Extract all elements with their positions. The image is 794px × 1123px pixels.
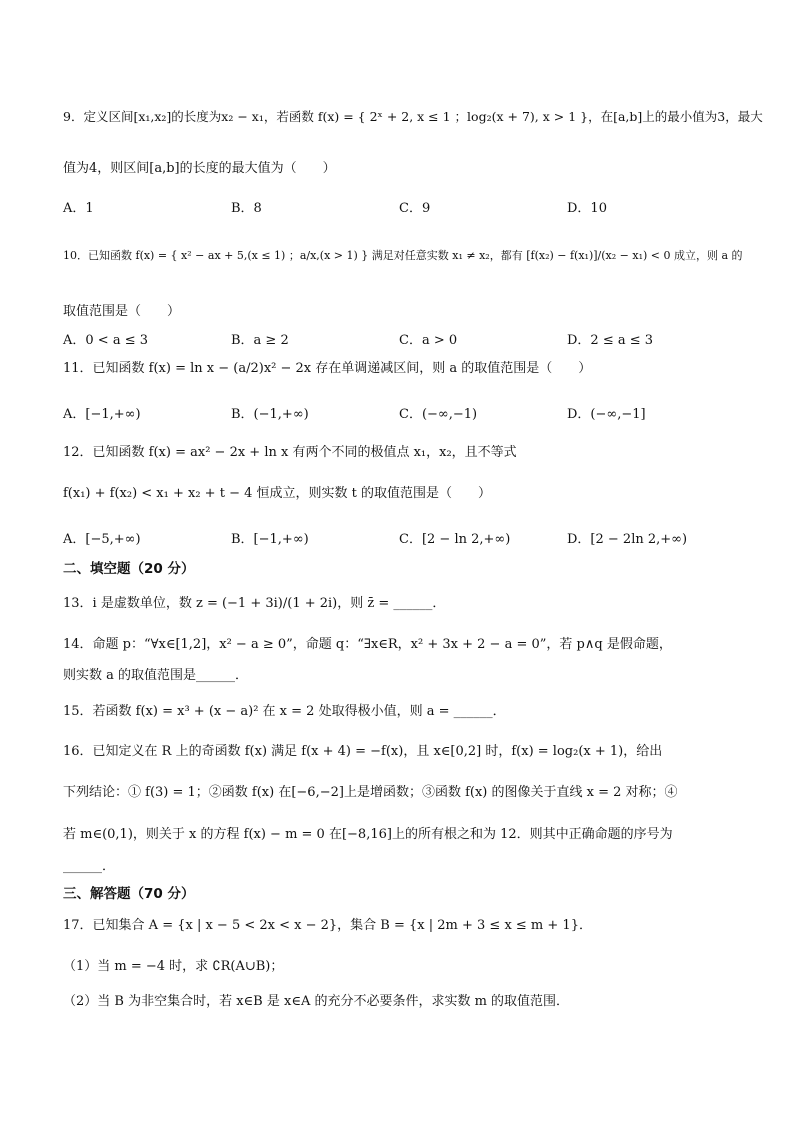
section-solutions-heading: 三、解答题（70 分） (63, 886, 195, 902)
q14-line1: 14．命题 p：“∀x∈[1,2]，x² − a ≥ 0”，命题 q：“∃x∈R，x² + 3x + 2 − a = 0”，若 p∧q 是假命题， (63, 637, 672, 652)
q11-option-c: C．(−∞,−1) (399, 407, 478, 422)
q9-option-d: D．10 (567, 201, 607, 216)
q16-line3: 若 m∈(0,1)，则关于 x 的方程 f(x) − m = 0 在[−8,16]上的所有根之和为 12．则其中正确命题的序号为 (63, 827, 673, 842)
q12-option-c: C．[2 − ln 2,+∞) (399, 532, 511, 547)
q16-line1: 16．已知定义在 R 上的奇函数 f(x) 满足 f(x + 4) = −f(x)，且 x∈[0,2] 时，f(x) = log₂(x + 1)，给出 (63, 744, 663, 759)
q12-line1: 12．已知函数 f(x) = ax² − 2x + ln x 有两个不同的极值点 x₁，x₂，且不等式 (63, 445, 517, 460)
q11-option-d: D．(−∞,−1] (567, 407, 646, 422)
q12-option-b: B．[−1,+∞) (231, 532, 309, 547)
q12-line2: f(x₁) + f(x₂) < x₁ + x₂ + t − 4 恒成立，则实数 t 的取值范围是（ ） (63, 486, 491, 501)
q9-line1: 9．定义区间[x₁,x₂]的长度为x₂ − x₁，若函数 f(x) = { 2ˣ + 2, x ≤ 1 ；log₂(x + 7), x > 1 }，在[a,b]上的最小值为3，最大 (63, 109, 763, 124)
q11-option-b: B．(−1,+∞) (231, 407, 309, 422)
q15-line: 15．若函数 f(x) = x³ + (x − a)² 在 x = 2 处取得极小值，则 a = ______． (63, 704, 506, 719)
q16-line2: 下列结论：① f(3) = 1；②函数 f(x) 在[−6,−2]上是增函数；③函数 f(x) 的图像关于直线 x = 2 对称；④ (63, 785, 678, 800)
section-fill-in-heading: 二、填空题（20 分） (63, 561, 195, 577)
q17-line1: 17．已知集合 A = {x | x − 5 < 2x < x − 2}，集合 B = {x | 2m + 3 ≤ x ≤ m + 1}． (63, 918, 592, 933)
q11-option-a: A．[−1,+∞) (63, 407, 141, 422)
q11-line1: 11．已知函数 f(x) = ln x − (a/2)x² − 2x 存在单调递减区间，则 a 的取值范围是（ ） (63, 361, 592, 376)
q9-option-b: B．8 (231, 201, 262, 216)
q10-option-d: D．2 ≤ a ≤ 3 (567, 333, 654, 348)
q10-line2: 取值范围是（ ） (63, 304, 181, 319)
q10-line1: 10．已知函数 f(x) = { x² − ax + 5,(x ≤ 1) ；a/x,(x > 1) } 满足对任意实数 x₁ ≠ x₂，都有 [f(x₂) − f(x₁)]/(x₂ − x₁) < 0 成立，则 a 的 (63, 249, 743, 262)
q12-option-d: D．[2 − 2ln 2,+∞) (567, 532, 688, 547)
q13-line: 13．i 是虚数单位，数 z = (−1 + 3i)/(1 + 2i)，则 z̄ = ______． (63, 596, 446, 611)
q10-option-a: A．0 < a ≤ 3 (63, 333, 148, 348)
q10-option-b: B．a ≥ 2 (231, 333, 289, 348)
q12-option-a: A．[−5,+∞) (63, 532, 141, 547)
q16-line4: ______． (63, 859, 116, 874)
q17-part2: （2）当 B 为非空集合时，若 x∈B 是 x∈A 的充分不必要条件，求实数 m 的取值范围． (63, 994, 570, 1009)
q14-line2: 则实数 a 的取值范围是______． (63, 668, 249, 683)
q9-option-c: C．9 (399, 201, 431, 216)
q10-option-c: C．a > 0 (399, 333, 458, 348)
q9-option-a: A．1 (63, 201, 94, 216)
q17-part1: （1）当 m = −4 时，求 ∁R(A∪B)； (63, 959, 284, 974)
q9-line2: 值为4，则区间[a,b]的长度的最大值为（ ） (63, 161, 336, 176)
